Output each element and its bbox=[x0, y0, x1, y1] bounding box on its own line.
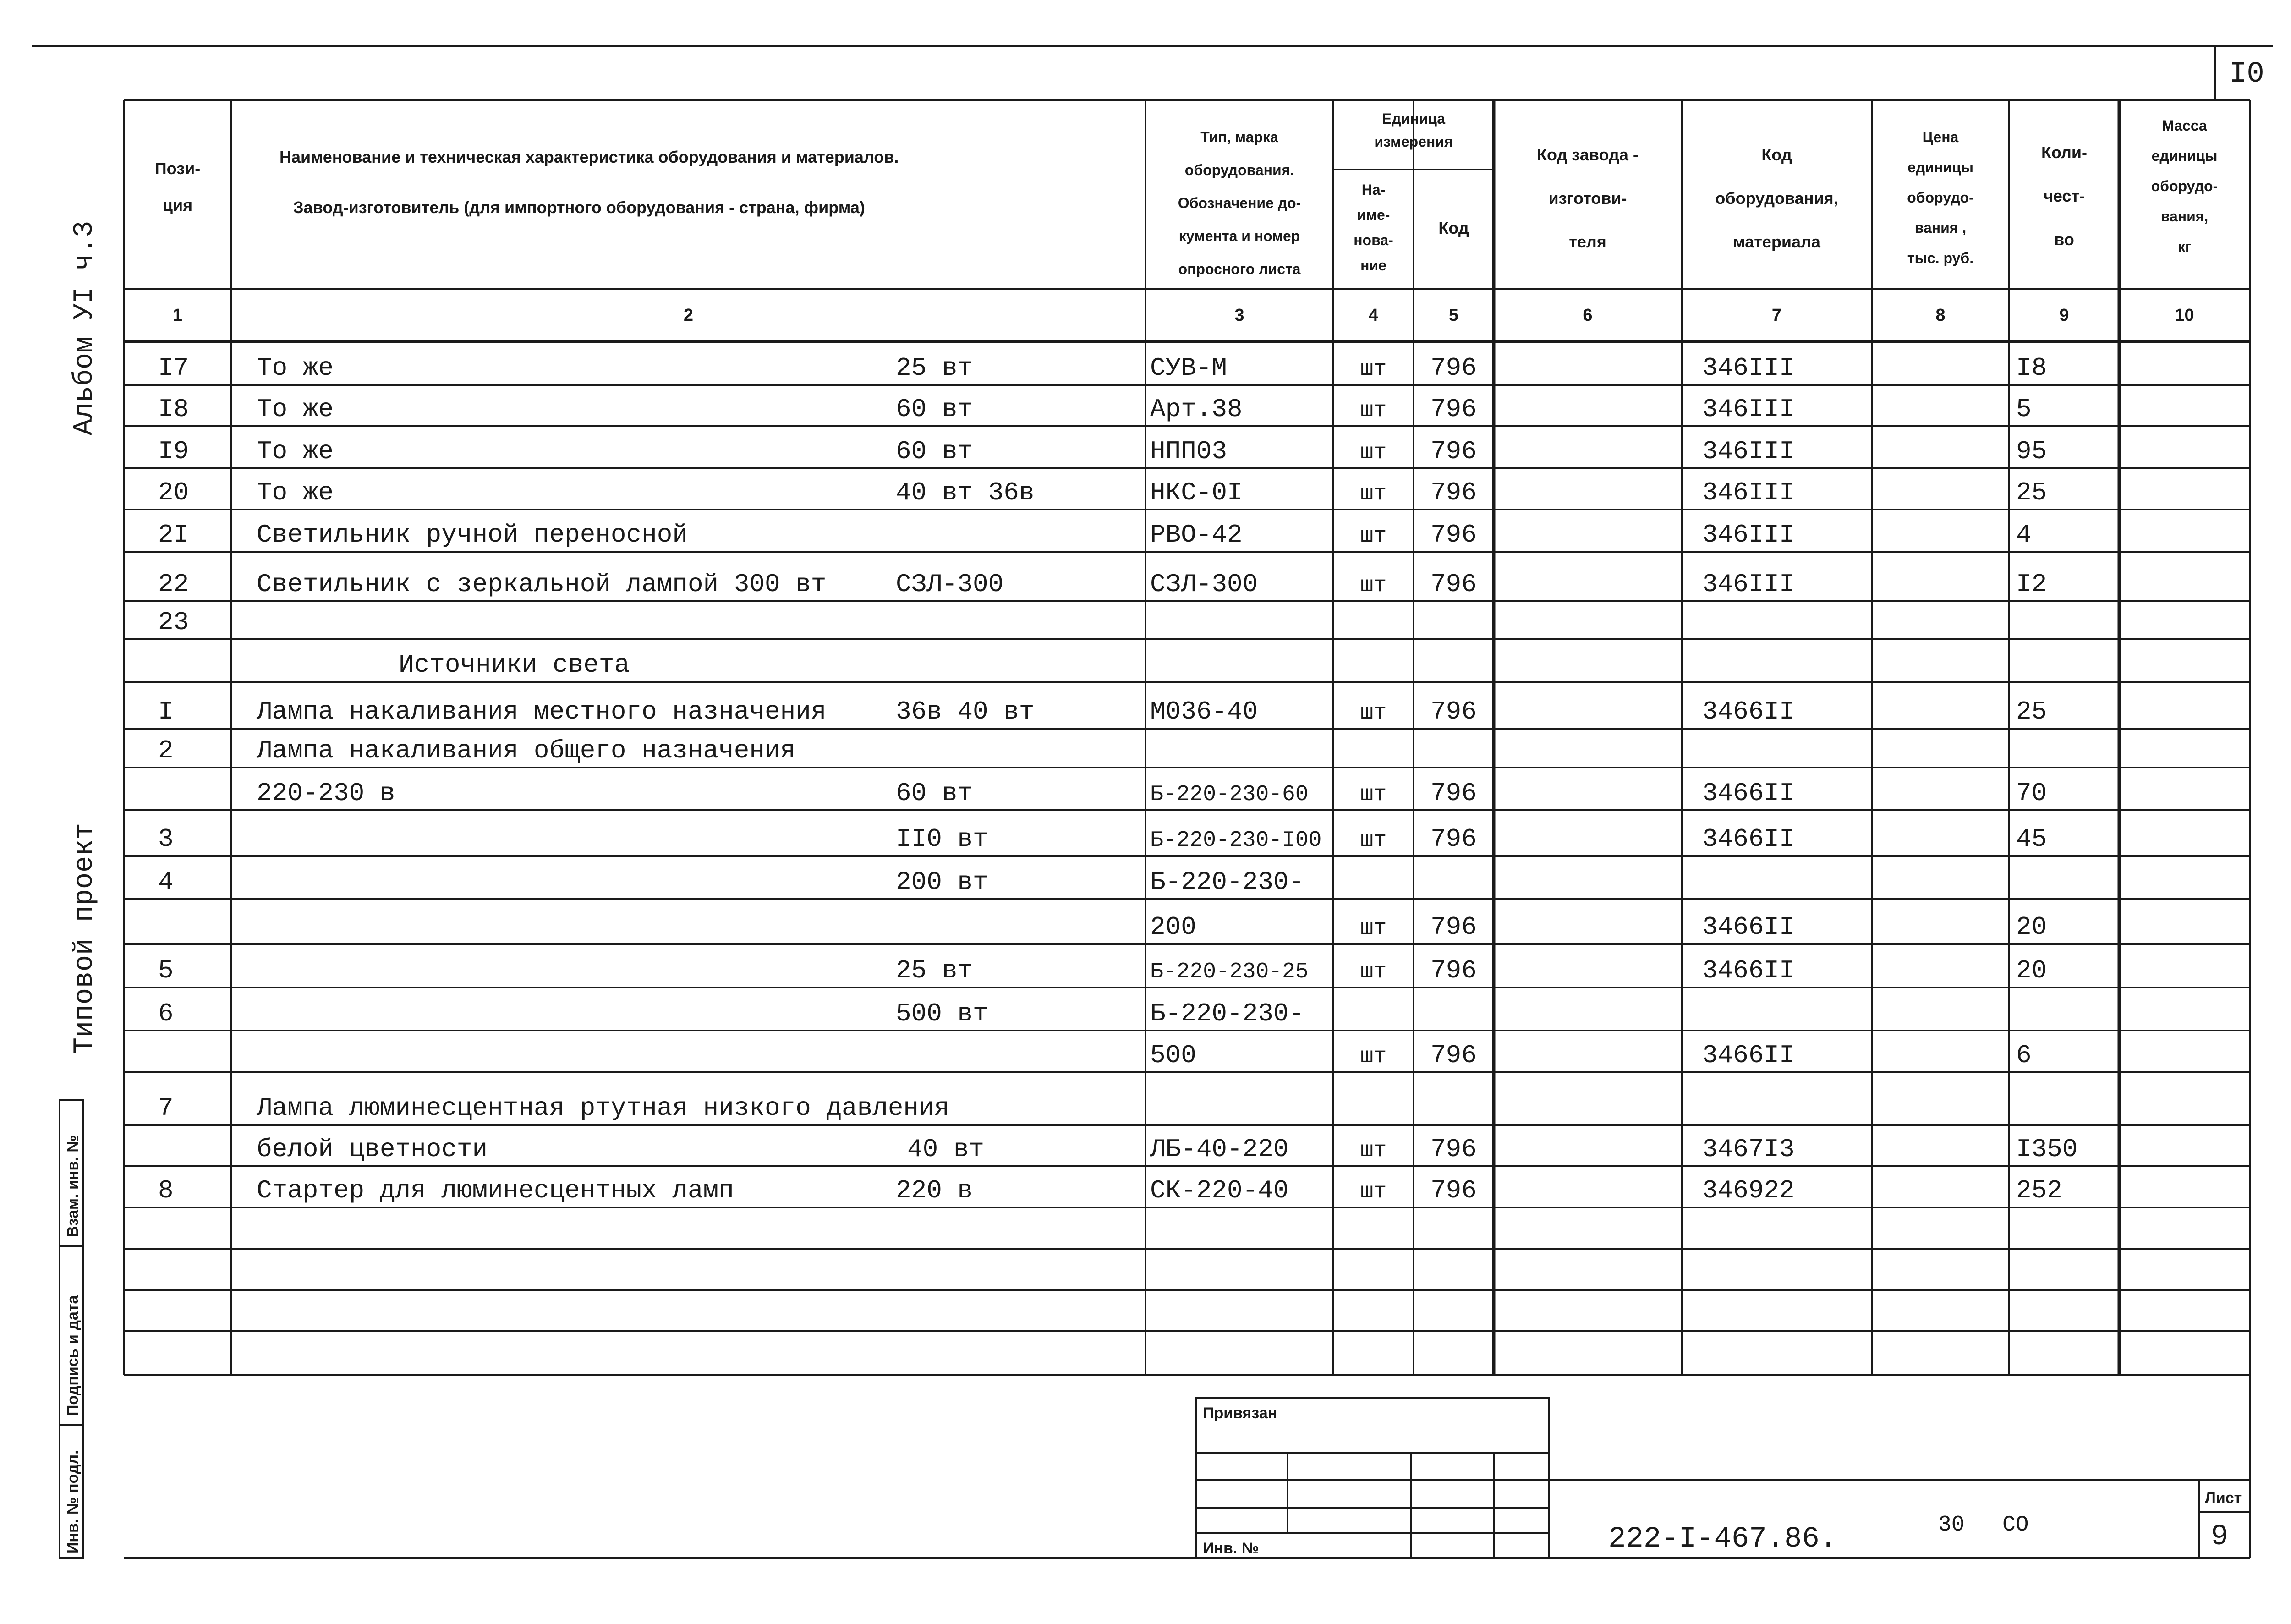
cell-unit: шт bbox=[1360, 524, 1387, 549]
header-number: 3 bbox=[1234, 306, 1244, 325]
cell-name: Стартер для люминесцентных ламп bbox=[257, 1176, 734, 1205]
cell-position: 23 bbox=[158, 608, 189, 637]
cell-quantity: 5 bbox=[2016, 395, 2032, 424]
cell-unit: шт bbox=[1360, 573, 1387, 598]
header-unit-name: име- bbox=[1357, 207, 1390, 223]
table-row bbox=[158, 824, 2047, 854]
header-number: 1 bbox=[172, 306, 183, 325]
document-code: 222-I-467.86. bbox=[1608, 1523, 1837, 1556]
header-number: 8 bbox=[1935, 306, 1946, 325]
header-factory-code: Код завода - bbox=[1537, 145, 1639, 164]
cell-quantity: 25 bbox=[2016, 697, 2047, 726]
table-row bbox=[158, 697, 2047, 726]
cell-equipment-code: 3466II bbox=[1702, 824, 1795, 854]
header-unit: измерения bbox=[1374, 133, 1453, 150]
cell-spec: СЗЛ-300 bbox=[896, 570, 1004, 599]
cell-unit: шт bbox=[1360, 398, 1387, 423]
cell-position: I7 bbox=[158, 353, 189, 383]
header-mass: единицы bbox=[2151, 148, 2218, 164]
table-row bbox=[158, 956, 2047, 985]
cell-unit: шт bbox=[1360, 782, 1387, 807]
cell-quantity: 95 bbox=[2016, 437, 2047, 466]
cell-unit-code: 796 bbox=[1431, 395, 1477, 424]
project-label: Типовой проект bbox=[69, 823, 100, 1054]
cell-quantity: 4 bbox=[2016, 520, 2032, 549]
cell-spec: 36в 40 вт bbox=[896, 697, 1035, 726]
header-unit-name: На- bbox=[1361, 181, 1386, 198]
cell-unit: шт bbox=[1360, 960, 1387, 984]
cell-name: Лампа люминесцентная ртутная низкого давления bbox=[257, 1093, 950, 1123]
header-number: 9 bbox=[2059, 306, 2069, 325]
cell-equipment-code: 3467I3 bbox=[1702, 1135, 1795, 1164]
header-type: Тип, марка bbox=[1200, 129, 1278, 145]
table-row bbox=[158, 520, 2032, 549]
cell-quantity: I2 bbox=[2016, 570, 2047, 599]
header-price: тыс. руб. bbox=[1907, 250, 1974, 266]
table-body bbox=[158, 353, 2077, 1205]
cell-position: 2 bbox=[158, 736, 174, 765]
cell-type: Б-220-230- bbox=[1150, 867, 1304, 897]
cell-unit-code: 796 bbox=[1431, 956, 1477, 985]
header-number: 7 bbox=[1771, 306, 1782, 325]
header-number: 4 bbox=[1368, 306, 1379, 325]
cell-spec: II0 вт bbox=[896, 824, 988, 854]
side-labels bbox=[60, 221, 100, 1558]
title-block bbox=[124, 1375, 2250, 1558]
cell-position: 5 bbox=[158, 956, 174, 985]
header-name: Наименование и техническая характеристика оборудования и материалов. bbox=[280, 148, 899, 166]
header-equipment-code: оборудования, bbox=[1715, 189, 1838, 208]
cell-name: Светильник с зеркальной лампой 300 вт bbox=[257, 570, 827, 599]
cell-unit: шт bbox=[1360, 828, 1387, 853]
cell-unit-code: 796 bbox=[1431, 912, 1477, 942]
header-name: Завод-изготовитель (для импортного оборудования - страна, фирма) bbox=[293, 198, 865, 217]
cell-quantity: 25 bbox=[2016, 478, 2047, 507]
cell-position: 3 bbox=[158, 824, 174, 854]
header-type: опросного листа bbox=[1178, 261, 1301, 277]
cell-spec: 40 вт bbox=[907, 1135, 985, 1164]
cell-type: НКС-0I bbox=[1150, 478, 1243, 507]
table-row bbox=[158, 999, 1304, 1028]
cell-equipment-code: 346III bbox=[1702, 353, 1795, 383]
cell-equipment-code: 3466II bbox=[1702, 956, 1795, 985]
cell-position: I bbox=[158, 697, 174, 726]
cell-unit-code: 796 bbox=[1431, 779, 1477, 808]
cell-unit: шт bbox=[1360, 1138, 1387, 1163]
cell-equipment-code: 346III bbox=[1702, 570, 1795, 599]
cell-unit-code: 796 bbox=[1431, 1176, 1477, 1205]
cell-type: М036-40 bbox=[1150, 697, 1258, 726]
cell-name: То же bbox=[257, 478, 334, 507]
cell-position: 8 bbox=[158, 1176, 174, 1205]
cell-unit-code: 796 bbox=[1431, 697, 1477, 726]
cell-type: СЗЛ-300 bbox=[1150, 570, 1258, 599]
stamp-signature-date: Подпись и дата bbox=[64, 1295, 82, 1416]
cell-name: Светильник ручной переносной bbox=[257, 520, 688, 549]
table-row bbox=[399, 650, 630, 680]
cell-name: белой цветности bbox=[257, 1135, 488, 1164]
header-factory-code: теля bbox=[1569, 232, 1606, 251]
table-row bbox=[158, 736, 795, 765]
cell-unit-code: 796 bbox=[1431, 1135, 1477, 1164]
cell-spec: 60 вт bbox=[896, 437, 973, 466]
header-mass: Масса bbox=[2162, 117, 2207, 134]
table-row bbox=[158, 570, 2047, 599]
cell-equipment-code: 346III bbox=[1702, 520, 1795, 549]
cell-spec: 200 вт bbox=[896, 867, 988, 897]
header-type: Обозначение до- bbox=[1178, 195, 1301, 211]
cell-quantity: 45 bbox=[2016, 824, 2047, 854]
header-factory-code: изготови- bbox=[1548, 189, 1627, 208]
cell-equipment-code: 3466II bbox=[1702, 697, 1795, 726]
table-row bbox=[1150, 912, 2047, 942]
cell-type: Б-220-230-I00 bbox=[1150, 828, 1322, 853]
header-position: ция bbox=[162, 196, 193, 214]
table-row bbox=[257, 779, 2047, 808]
cell-name: То же bbox=[257, 395, 334, 424]
cell-position: I8 bbox=[158, 395, 189, 424]
cell-type: 200 bbox=[1150, 912, 1196, 942]
cell-name: То же bbox=[257, 353, 334, 383]
cell-spec: 60 вт bbox=[896, 395, 973, 424]
cell-type: Б-220-230-25 bbox=[1150, 960, 1309, 984]
cell-spec: 25 вт bbox=[896, 956, 973, 985]
table-row bbox=[158, 1093, 949, 1123]
cell-unit-code: 796 bbox=[1431, 478, 1477, 507]
stamp-original-inv: Инв. № подл. bbox=[64, 1450, 82, 1553]
cell-type: Арт.38 bbox=[1150, 395, 1243, 424]
cell-unit-code: 796 bbox=[1431, 520, 1477, 549]
header-equipment-code: Код bbox=[1761, 145, 1792, 164]
document-extra-1: 30 bbox=[1938, 1513, 1965, 1537]
cell-type: 500 bbox=[1150, 1041, 1196, 1070]
cell-equipment-code: 346III bbox=[1702, 395, 1795, 424]
cell-unit: шт bbox=[1360, 1044, 1387, 1069]
cell-unit-code: 796 bbox=[1431, 437, 1477, 466]
table-row bbox=[257, 1135, 2077, 1164]
cell-quantity: 20 bbox=[2016, 912, 2047, 942]
section-heading: Источники света bbox=[399, 650, 630, 680]
cell-quantity: 6 bbox=[2016, 1041, 2032, 1070]
cell-type: Б-220-230- bbox=[1150, 999, 1304, 1028]
cell-spec: 40 вт 36в bbox=[896, 478, 1035, 507]
header-type: кумента и номер bbox=[1178, 228, 1300, 244]
table-row bbox=[158, 608, 189, 637]
cell-unit: шт bbox=[1360, 916, 1387, 941]
cell-name: То же bbox=[257, 437, 334, 466]
header-type: оборудования. bbox=[1184, 162, 1294, 178]
album-label: Альбом УI ч.3 bbox=[69, 220, 100, 435]
cell-unit: шт bbox=[1360, 1180, 1387, 1204]
header-number: 6 bbox=[1583, 306, 1593, 325]
header-mass: оборудо- bbox=[2151, 178, 2218, 194]
inv-label: Инв. № bbox=[1203, 1540, 1259, 1557]
cell-position: 20 bbox=[158, 478, 189, 507]
cell-spec: 60 вт bbox=[896, 779, 973, 808]
cell-unit-code: 796 bbox=[1431, 353, 1477, 383]
cell-position: 2I bbox=[158, 520, 189, 549]
cell-equipment-code: 346III bbox=[1702, 478, 1795, 507]
cell-equipment-code: 3466II bbox=[1702, 779, 1795, 808]
sheet-label: Лист bbox=[2205, 1489, 2242, 1507]
cell-spec: 220 в bbox=[896, 1176, 973, 1205]
cell-position: 4 bbox=[158, 867, 174, 897]
header-price: вания , bbox=[1914, 219, 1967, 236]
cell-name: 220-230 в bbox=[257, 779, 395, 808]
bound-label: Привязан bbox=[1203, 1405, 1277, 1422]
table-row bbox=[158, 353, 2047, 383]
header-quantity: Коли- bbox=[2041, 143, 2088, 162]
cell-type: СК-220-40 bbox=[1150, 1176, 1289, 1205]
cell-name: Лампа накаливания местного назначения bbox=[257, 697, 827, 726]
header-unit-code: Код bbox=[1438, 219, 1469, 237]
cell-equipment-code: 346922 bbox=[1702, 1176, 1795, 1205]
cell-equipment-code: 3466II bbox=[1702, 912, 1795, 942]
cell-unit: шт bbox=[1360, 482, 1387, 506]
table-row bbox=[158, 437, 2047, 466]
header-unit-name: нова- bbox=[1354, 232, 1393, 248]
cell-quantity: 20 bbox=[2016, 956, 2047, 985]
cell-type: РВО-42 bbox=[1150, 520, 1243, 549]
cell-spec: 500 вт bbox=[896, 999, 988, 1028]
cell-quantity: I8 bbox=[2016, 353, 2047, 383]
cell-type: СУВ-М bbox=[1150, 353, 1228, 383]
cell-quantity: I350 bbox=[2016, 1135, 2078, 1164]
header-price: единицы bbox=[1907, 159, 1973, 176]
header-number: 5 bbox=[1448, 306, 1459, 325]
cell-position: 22 bbox=[158, 570, 189, 599]
cell-position: 7 bbox=[158, 1093, 174, 1123]
table-row bbox=[1150, 1041, 2032, 1070]
cell-spec: 25 вт bbox=[896, 353, 973, 383]
cell-position: I9 bbox=[158, 437, 189, 466]
header-mass: вания, bbox=[2160, 208, 2209, 225]
table-row bbox=[158, 867, 1304, 897]
cell-type: НПП03 bbox=[1150, 437, 1228, 466]
header-mass: кг bbox=[2177, 238, 2192, 255]
sheet-number: 9 bbox=[2211, 1520, 2229, 1553]
table-row bbox=[158, 395, 2032, 424]
header-unit-name: ние bbox=[1360, 257, 1387, 274]
page-number: I0 bbox=[2229, 58, 2264, 91]
table-row bbox=[158, 478, 2047, 507]
cell-position: 6 bbox=[158, 999, 174, 1028]
header-position: Пози- bbox=[154, 159, 201, 178]
header-price: Цена bbox=[1922, 129, 1959, 145]
cell-name: Лампа накаливания общего назначения bbox=[257, 736, 796, 765]
cell-unit-code: 796 bbox=[1431, 1041, 1477, 1070]
header-number: 10 bbox=[2175, 306, 2194, 325]
table-row bbox=[158, 1176, 2062, 1205]
header-unit: Единица bbox=[1381, 110, 1446, 127]
header-quantity: чест- bbox=[2043, 187, 2085, 205]
stamp-replace-inv: Взам. инв. № bbox=[64, 1135, 82, 1237]
cell-unit: шт bbox=[1360, 701, 1387, 725]
header-quantity: во bbox=[2054, 230, 2074, 249]
cell-unit-code: 796 bbox=[1431, 570, 1477, 599]
cell-type: Б-220-230-60 bbox=[1150, 782, 1309, 807]
header-equipment-code: материала bbox=[1733, 232, 1820, 251]
cell-quantity: 252 bbox=[2016, 1176, 2062, 1205]
document-extra-2: CO bbox=[2002, 1513, 2029, 1537]
table-header bbox=[155, 110, 2218, 325]
header-number: 2 bbox=[683, 306, 694, 325]
header-price: оборудо- bbox=[1907, 189, 1974, 206]
cell-type: ЛБ-40-220 bbox=[1150, 1135, 1289, 1164]
cell-unit: шт bbox=[1360, 440, 1387, 465]
cell-quantity: 70 bbox=[2016, 779, 2047, 808]
cell-unit: шт bbox=[1360, 357, 1387, 382]
cell-unit-code: 796 bbox=[1431, 824, 1477, 854]
cell-equipment-code: 346III bbox=[1702, 437, 1795, 466]
cell-equipment-code: 3466II bbox=[1702, 1041, 1795, 1070]
